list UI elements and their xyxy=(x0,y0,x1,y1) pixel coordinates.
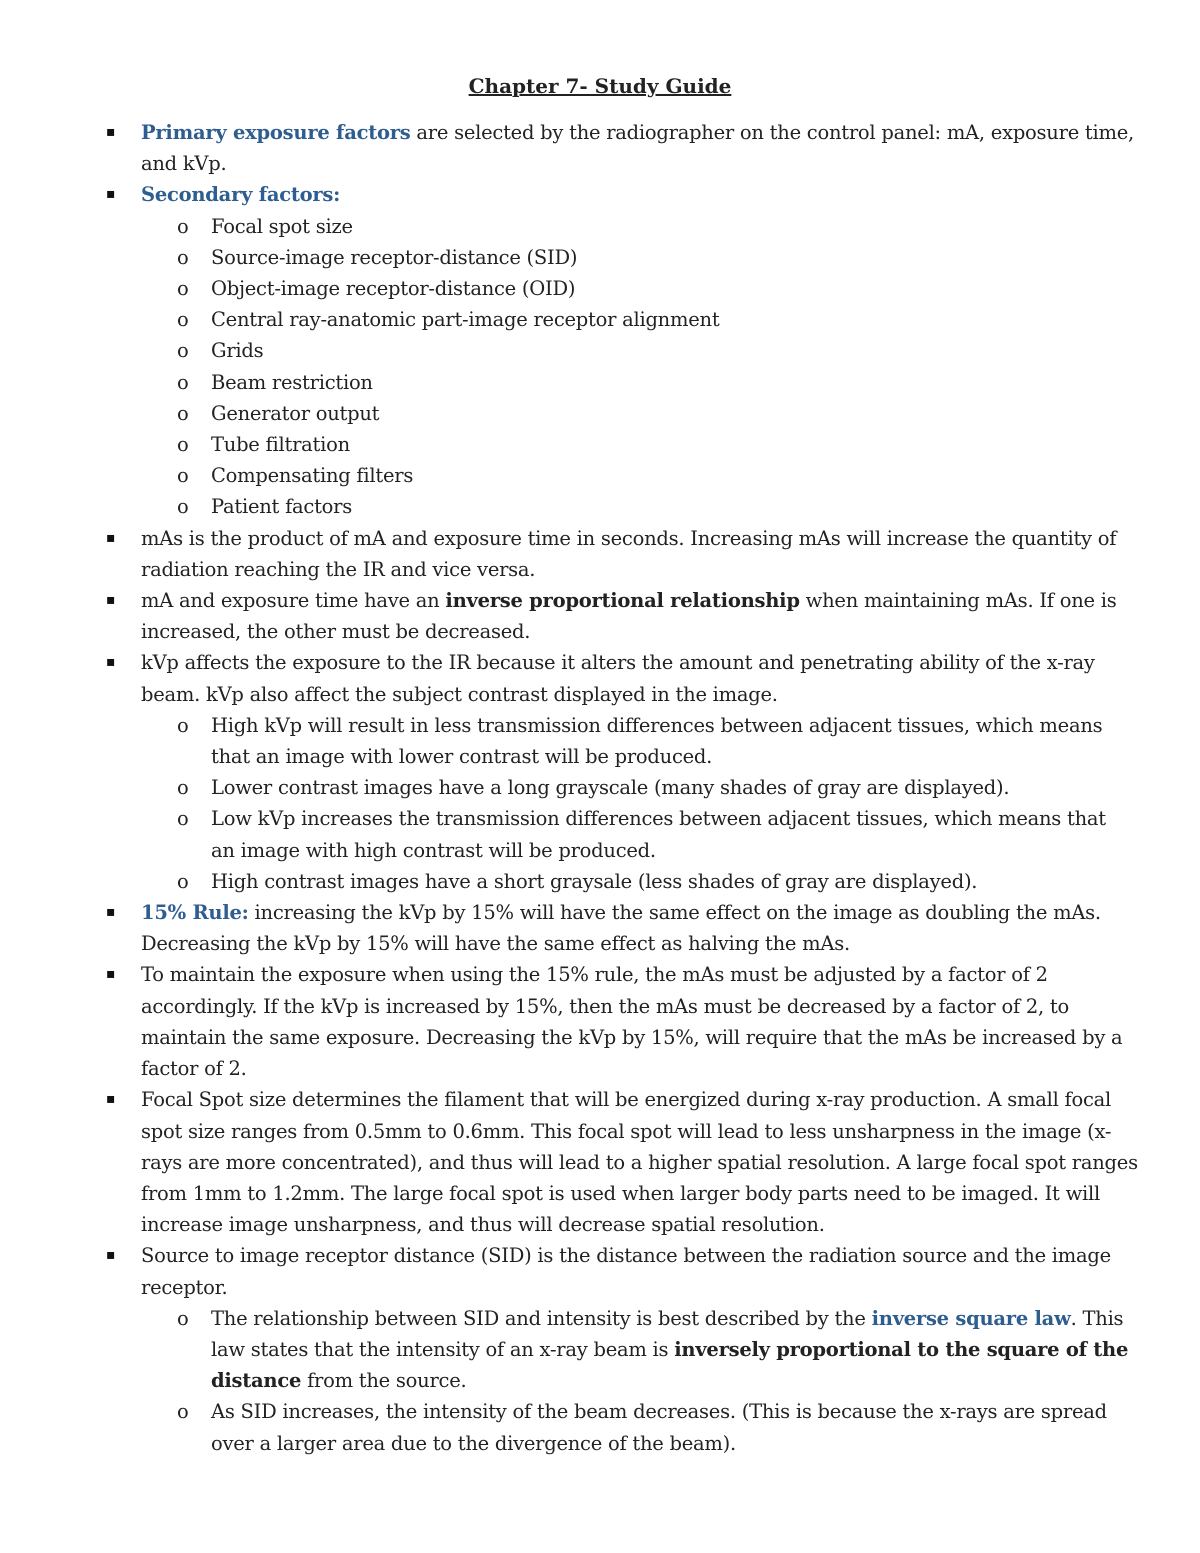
circle-bullet-icon: o xyxy=(177,713,189,737)
text-segment: High contrast images have a short graysale (less shades of gray are displayed). xyxy=(211,869,978,893)
text-segment: Generator output xyxy=(211,401,380,425)
bullet-text xyxy=(141,527,1116,581)
sub-bullet-text xyxy=(211,246,577,269)
sub-bullet-item xyxy=(141,367,1131,398)
sub-bullet-text xyxy=(211,402,379,425)
bullet-text xyxy=(141,901,1101,955)
text-segment: Low kVp increases the transmission differences between adjacent tissues, which means that an image with high contrast will be produced. xyxy=(211,807,1106,862)
circle-bullet-icon: o xyxy=(177,807,189,831)
sub-bullet-item xyxy=(141,1303,1131,1397)
sub-bullet-text xyxy=(211,464,413,487)
text-segment: Beam restriction xyxy=(211,370,373,394)
highlight-term: Primary exposure factors xyxy=(141,121,411,144)
sub-bullet-text xyxy=(211,371,373,394)
bullet-item xyxy=(0,1084,1141,1240)
text-segment: increasing the kVp by 15% will have the same effect on the image as doubling the mAs. Decreasing the kVp by 15% will have the same effect as halving the mAs. xyxy=(141,901,1101,956)
sub-bullet-text xyxy=(211,433,350,456)
sub-bullet-item xyxy=(141,710,1131,772)
sub-list xyxy=(141,1303,1141,1459)
circle-bullet-icon: o xyxy=(177,214,189,238)
bullet-item xyxy=(0,647,1141,897)
bullet-item xyxy=(0,959,1141,1084)
circle-bullet-icon: o xyxy=(177,433,189,457)
circle-bullet-icon: o xyxy=(177,370,189,394)
bullet-text xyxy=(141,1088,1138,1236)
bullet-text xyxy=(141,651,1095,705)
sub-bullet-text xyxy=(211,870,977,893)
sub-bullet-text xyxy=(211,714,1102,768)
circle-bullet-icon: o xyxy=(177,308,189,332)
text-segment: Central ray-anatomic part-image receptor alignment xyxy=(211,308,720,332)
bullet-item xyxy=(0,117,1141,179)
text-segment: High kVp will result in less transmission differences between adjacent tissues, which means that an image with lower contrast will be produced. xyxy=(211,713,1103,769)
circle-bullet-icon: o xyxy=(177,401,189,425)
sub-bullet-item xyxy=(141,803,1131,865)
text-segment: Grids xyxy=(211,339,264,363)
bullet-text xyxy=(141,183,340,206)
text-segment: from the source. xyxy=(301,1369,467,1393)
highlight-term: Secondary factors: xyxy=(141,183,341,207)
text-segment: Lower contrast images have a long grayscale (many shades of gray are displayed). xyxy=(211,776,1010,800)
circle-bullet-icon: o xyxy=(177,464,189,488)
bullet-text xyxy=(141,589,1117,643)
study-guide-list xyxy=(0,117,1200,1459)
text-segment: when maintaining mAs. If one is increased, the other must be decreased. xyxy=(141,589,1117,644)
sub-bullet-text xyxy=(211,277,575,300)
text-segment: mA and exposure time have an xyxy=(141,589,446,613)
square-bullet-icon: ▪ xyxy=(106,654,116,671)
sub-bullet-item xyxy=(141,211,1131,242)
text-segment: are selected by the radiographer on the control panel: mA, exposure time, and kVp. xyxy=(141,121,1134,176)
text-segment: Focal Spot size determines the filament that will be energized during x-ray production. A small focal spot size ranges from 0.5mm to 0.6mm. This focal spot will lead to less unsharpness in the image (x-rays are more concentrated), and thus will lead to a higher spatial resolution. A large focal spot ranges from 1mm to 1.2mm. The large focal spot is used when larger body parts need to be imaged. It will increase image unsharpness, and thus will decrease spatial resolution. xyxy=(141,1088,1138,1237)
sub-bullet-item xyxy=(141,491,1131,522)
text-segment: Source-image receptor-distance (SID) xyxy=(211,245,578,269)
sub-bullet-item xyxy=(141,1396,1131,1458)
square-bullet-icon: ▪ xyxy=(106,1091,116,1108)
sub-bullet-text xyxy=(211,308,719,331)
text-segment: kVp affects the exposure to the IR because it alters the amount and penetrating ability of the x-ray beam. kVp also affect the subject contrast displayed in the image. xyxy=(141,651,1095,706)
sub-bullet-item xyxy=(141,429,1131,460)
sub-list xyxy=(141,710,1141,897)
bullet-item xyxy=(0,1240,1141,1458)
sub-bullet-item xyxy=(141,273,1131,304)
square-bullet-icon: ▪ xyxy=(106,966,116,983)
text-segment: As SID increases, the intensity of the beam decreases. (This is because the x-rays are spread over a larger area due to the divergence of the beam). xyxy=(211,1400,1107,1455)
highlight-term: 15% Rule: xyxy=(141,901,249,925)
square-bullet-icon: ▪ xyxy=(106,186,116,203)
bullet-item xyxy=(0,179,1141,522)
bullet-item xyxy=(0,897,1141,959)
sub-bullet-item xyxy=(141,335,1131,366)
square-bullet-icon: ▪ xyxy=(106,592,116,609)
circle-bullet-icon: o xyxy=(177,869,189,893)
bullet-text xyxy=(141,1244,1111,1298)
highlight-term: inverse square law xyxy=(871,1306,1071,1330)
sub-bullet-text xyxy=(211,495,352,518)
square-bullet-icon: ▪ xyxy=(106,124,116,140)
bullet-item xyxy=(0,585,1141,647)
circle-bullet-icon: o xyxy=(177,245,189,269)
sub-bullet-item xyxy=(141,866,1131,897)
bullet-text xyxy=(141,963,1122,1080)
text-segment: To maintain the exposure when using the 15% rule, the mAs must be adjusted by a factor of 2 accordingly. If the kVp is increased by 15%, then the mAs must be decreased by a factor of 2, to maintain the same exposure. Decreasing the kVp by 15%, will require that the mAs be increased by a factor of 2. xyxy=(141,963,1123,1081)
text-segment: Object-image receptor-distance (OID) xyxy=(211,277,576,301)
text-segment: The relationship between SID and intensity is best described by the xyxy=(211,1306,872,1330)
sub-bullet-item xyxy=(141,398,1131,429)
text-segment: . This law states that the intensity of an x-ray beam is xyxy=(211,1306,1124,1361)
bullet-item xyxy=(0,523,1141,585)
sub-bullet-text xyxy=(211,776,1009,799)
page-title: Chapter 7- Study Guide xyxy=(468,74,732,98)
sub-bullet-text xyxy=(211,215,353,238)
sub-bullet-item xyxy=(141,772,1131,803)
sub-bullet-item xyxy=(141,242,1131,273)
square-bullet-icon: ▪ xyxy=(106,1247,116,1264)
circle-bullet-icon: o xyxy=(177,339,189,363)
sub-bullet-text xyxy=(211,339,263,362)
circle-bullet-icon: o xyxy=(177,776,189,800)
text-segment: Tube filtration xyxy=(211,433,350,457)
sub-list xyxy=(141,211,1141,523)
sub-bullet-item xyxy=(141,304,1131,335)
text-segment: mAs is the product of mA and exposure time in seconds. Increasing mAs will increase the quantity of radiation reaching the IR and vice versa. xyxy=(141,526,1117,581)
circle-bullet-icon: o xyxy=(177,1400,189,1424)
bold-term: inverse proportional relationship xyxy=(445,589,800,613)
circle-bullet-icon: o xyxy=(177,495,189,519)
sub-bullet-text xyxy=(211,807,1106,861)
text-segment: Compensating filters xyxy=(211,464,414,488)
text-segment: Focal spot size xyxy=(211,214,353,238)
sub-bullet-text xyxy=(211,1400,1107,1454)
text-segment: Source to image receptor distance (SID) is the distance between the radiation source and the image receptor. xyxy=(141,1244,1111,1299)
square-bullet-icon: ▪ xyxy=(106,904,116,921)
square-bullet-icon: ▪ xyxy=(106,529,116,546)
circle-bullet-icon: o xyxy=(177,277,189,301)
text-segment: Patient factors xyxy=(211,495,352,519)
bold-term: inversely proportional to the square of the distance xyxy=(211,1337,1129,1393)
sub-bullet-text xyxy=(211,1307,1128,1392)
bullet-text xyxy=(141,121,1134,175)
sub-bullet-item xyxy=(141,460,1131,491)
circle-bullet-icon: o xyxy=(177,1306,189,1330)
